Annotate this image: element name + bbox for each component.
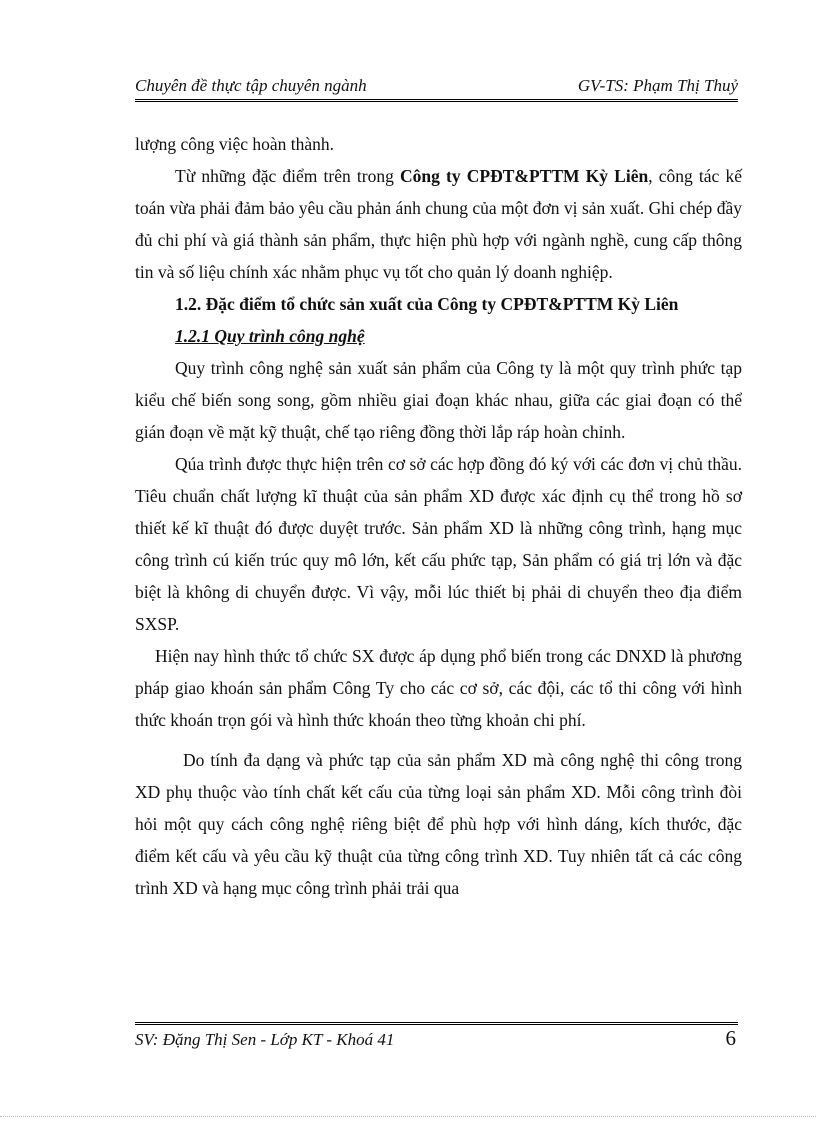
subsection-heading: 1.2.1 Quy trình công nghệ: [175, 326, 365, 346]
header-title: Chuyên đề thực tập chuyên ngành: [135, 76, 367, 95]
page-header: [135, 74, 738, 100]
company-name: Công ty CPĐT&PTTM Kỳ Liên: [400, 166, 649, 186]
page-footer: [135, 1026, 738, 1054]
paragraph-process: Quy trình công nghệ sản xuất sản phẩm của Công ty là một quy trình phức tạp kiểu chế biến song song, gồm nhiều giai đoạn khác nhau, giữa các giai đoạn có thể gián đoạn về mặt kỹ thuật, chế tạo riêng đồng thời lắp ráp hoàn chỉnh.: [135, 358, 742, 442]
paragraph-continuation: lượng công việc hoàn thành.: [135, 134, 335, 154]
section-heading: 1.2. Đặc điểm tổ chức sản xuất của Công ty CPĐT&PTTM Kỳ Liên: [175, 294, 679, 314]
paragraph-technology: Do tính đa dạng và phức tạp của sản phẩm XD mà công nghệ thi công trong XD phụ thuộc vào tính chất kết cấu của từng loại sản phẩm XD. Mỗi công trình đòi hỏi một quy cách công nghệ riêng biệt để phù hợp với hình dáng, kích thước, đặc điểm kết cấu và yêu cầu kỹ thuật của từng công trình XD. Tuy nhiên tất cả các công trình XD và hạng mục công trình phải trải qua: [135, 750, 742, 898]
paragraph-text: Từ những đặc điểm trên trong: [175, 166, 400, 186]
footer-student: SV: Đặng Thị Sen - Lớp KT - Khoá 41: [135, 1030, 395, 1049]
page-edge: [0, 1116, 816, 1117]
header-instructor: GV-TS: Phạm Thị Thuỷ: [577, 76, 738, 95]
paragraph-text: , công tác kế toán vừa phải đảm bảo yêu cầu phản ánh chung của một đơn vị sản xuất. Ghi chép đầy đủ chi phí và giá thành sản phẩm, thực hiện phù hợp với ngành nghề, cung cấp thông tin và số liệu chính xác nhằm phục vụ tốt cho quản lý doanh nghiệp.: [135, 166, 742, 282]
page-body: [135, 128, 742, 904]
page-number: 6: [725, 1026, 736, 1050]
paragraph-organization: Hiện nay hình thức tổ chức SX được áp dụng phổ biến trong các DNXD là phương pháp giao khoán sản phẩm Công Ty cho các cơ sở, các đội, các tổ thi công với hình thức khoán trọn gói và hình thức khoán theo từng khoản chi phí.: [135, 646, 742, 730]
spacer: [135, 736, 742, 744]
header-divider: [135, 99, 738, 102]
footer-divider: [135, 1022, 738, 1025]
paragraph-accounting: [135, 160, 742, 288]
paragraph-contracts: Qúa trình được thực hiện trên cơ sở các hợp đồng đó ký với các đơn vị chủ thầu. Tiêu chuẩn chất lượng kĩ thuật của sản phẩm XD được xác định cụ thể trong hồ sơ thiết kế kĩ thuật đó được duyệt trước. Sản phẩm XD là những công trình, hạng mục công trình cú kiến trúc quy mô lớn, kết cấu phức tạp, Sản phẩm có giá trị lớn và đặc biệt là không di chuyển được. Vì vậy, mỗi lúc thiết bị phải di chuyển theo địa điểm SXSP.: [135, 454, 742, 634]
